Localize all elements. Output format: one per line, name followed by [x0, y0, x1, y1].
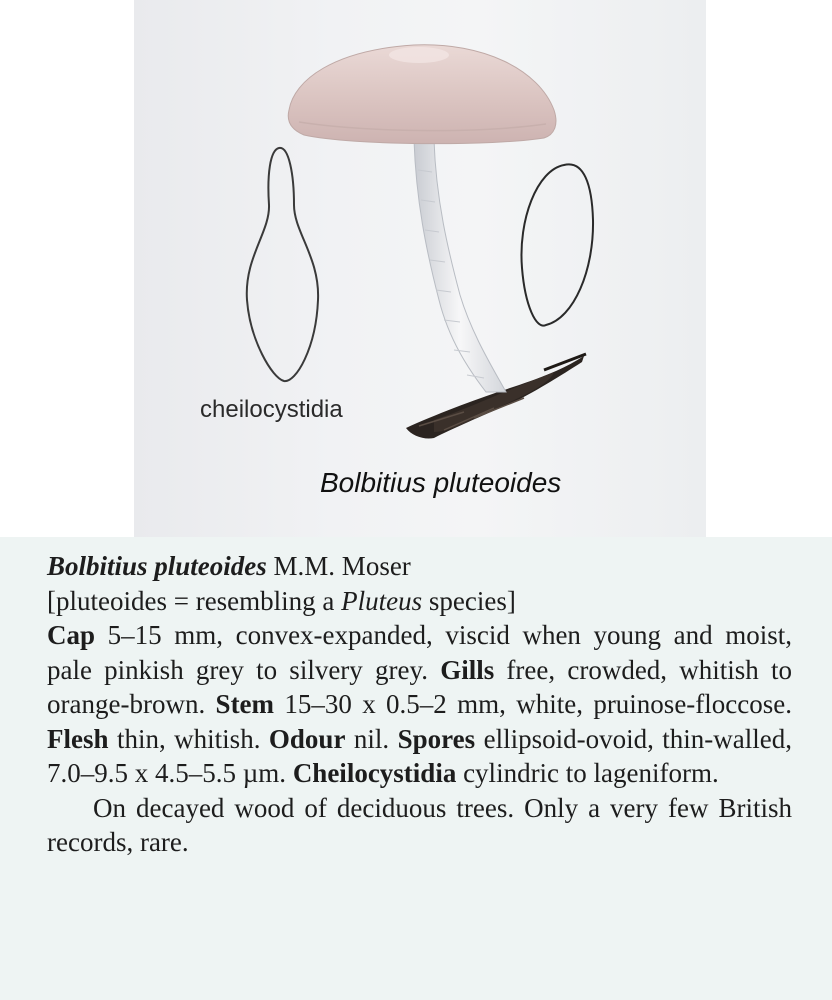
spores-label: Spores	[397, 723, 476, 754]
odour-text: nil.	[345, 723, 398, 754]
mushroom-illustration	[134, 0, 706, 537]
cap-label: Cap	[47, 620, 96, 650]
stem-label: Stem	[215, 689, 275, 719]
etymology-end: species]	[422, 585, 516, 616]
odour-label: Odour	[268, 723, 346, 754]
entry-author: M.M. Moser	[266, 551, 411, 581]
wood-substrate	[406, 354, 586, 439]
species-description	[47, 549, 792, 860]
flesh-label: Flesh	[47, 723, 109, 754]
gills-text: free, crowded, whitish to orange-brown.	[47, 654, 792, 719]
illustration-plate	[134, 0, 706, 537]
cap-text: 5–15 mm, convex-expanded, viscid when young and moist, pale pinkish grey to silvery grey.	[47, 620, 792, 685]
cheilocystidium-drawing	[247, 148, 318, 381]
left-margin	[0, 0, 134, 537]
right-margin	[706, 0, 832, 537]
cheilocystidia-trait-label: Cheilocystidia	[292, 758, 457, 788]
species-caption: Bolbitius pluteoides	[320, 467, 562, 498]
gills-label: Gills	[440, 654, 495, 685]
etymology-genus: Pluteus	[341, 585, 423, 616]
entry-title	[47, 549, 792, 584]
entry-habitat: On decayed wood of deciduous trees. Only a very few British records, rare.	[47, 792, 792, 857]
flesh-text: thin, whitish.	[108, 723, 269, 754]
stem-drawing	[414, 140, 506, 392]
spores-text: ellipsoid-ovoid, thin-walled, 7.0–9.5 x 4.5–5.5 µm.	[47, 723, 793, 788]
etymology-text: [pluteoides = resembling a	[47, 585, 342, 616]
stem-text: 15–30 x 0.5–2 mm, white, pruinose-floccose.	[274, 689, 792, 719]
entry-description	[47, 618, 792, 791]
spore-drawing	[521, 164, 593, 325]
entry-etymology	[47, 584, 792, 619]
cheilocystidia-trait-text: cylindric to lageniform.	[456, 758, 719, 788]
cheilocystidia-label: cheilocystidia	[200, 396, 343, 423]
entry-species-name: Bolbitius pluteoides	[47, 551, 267, 581]
